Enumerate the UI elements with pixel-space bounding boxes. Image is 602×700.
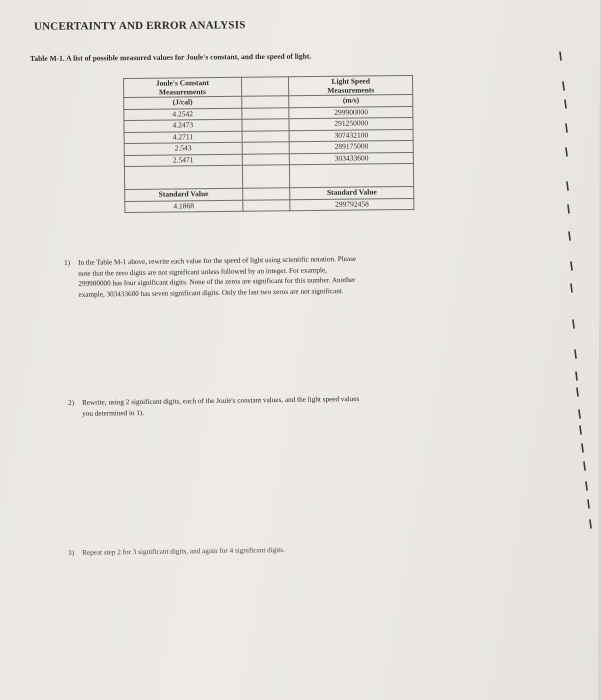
joule-value: 4.2473 bbox=[124, 119, 242, 132]
joule-unit: (J/cal) bbox=[124, 96, 242, 109]
light-standard-label: Standard Value bbox=[290, 186, 414, 199]
question-1-line2: note that the zero digits are not significant unless followed by an integer. For example, bbox=[78, 265, 327, 278]
light-value: 291250000 bbox=[289, 117, 413, 130]
joule-value: 4.2711 bbox=[124, 131, 242, 144]
question-2-line2: you determined in 1). bbox=[82, 408, 145, 418]
question-3-line1: Repeat step 2 for 3 significant digits, and again for 4 significant digits. bbox=[82, 545, 285, 557]
light-value: 299900000 bbox=[289, 106, 413, 119]
question-1-number: 1) bbox=[64, 258, 71, 267]
joule-header-line2: Measurements bbox=[158, 87, 206, 97]
table-caption: Table M-1. A list of possible measured values for Joule's constant, and the speed of light. bbox=[30, 51, 312, 63]
question-1-line4: example, 303433600 has seven significant digits. Only the last two zeros are not significant. bbox=[78, 286, 344, 299]
light-unit: (m/s) bbox=[289, 94, 413, 107]
light-header-line1: Light Speed bbox=[331, 76, 371, 86]
light-standard-value: 299792458 bbox=[290, 198, 414, 211]
light-value: 303433600 bbox=[290, 152, 414, 165]
question-2-number: 2) bbox=[68, 398, 75, 407]
question-2-line1: Rewrite, using 2 significant digits, each of the Joule's constant values, and the light speed values bbox=[82, 394, 360, 407]
joule-value: 2.5471 bbox=[124, 154, 242, 167]
question-1-line1: In the Table M-1 above, rewrite each value for the speed of light using scientific notation. Please bbox=[78, 254, 357, 267]
light-header-line2: Measurements bbox=[327, 85, 375, 95]
question-1-line3: 299900000 has four significant digits. None of the zeros are significant for this number. Another bbox=[78, 275, 356, 288]
light-value: 307432100 bbox=[289, 129, 413, 142]
page-heading: UNCERTAINTY AND ERROR ANALYSIS bbox=[33, 19, 246, 33]
joule-header-line1: Joule's Constant bbox=[155, 78, 209, 88]
question-3-number: 3) bbox=[68, 548, 75, 557]
joule-value: 4.2542 bbox=[124, 108, 242, 121]
light-value: 289175000 bbox=[290, 140, 414, 153]
joule-value: 2.543 bbox=[124, 142, 242, 155]
joule-standard-value: 4.1868 bbox=[125, 200, 243, 213]
joule-standard-label: Standard Value bbox=[125, 188, 243, 201]
